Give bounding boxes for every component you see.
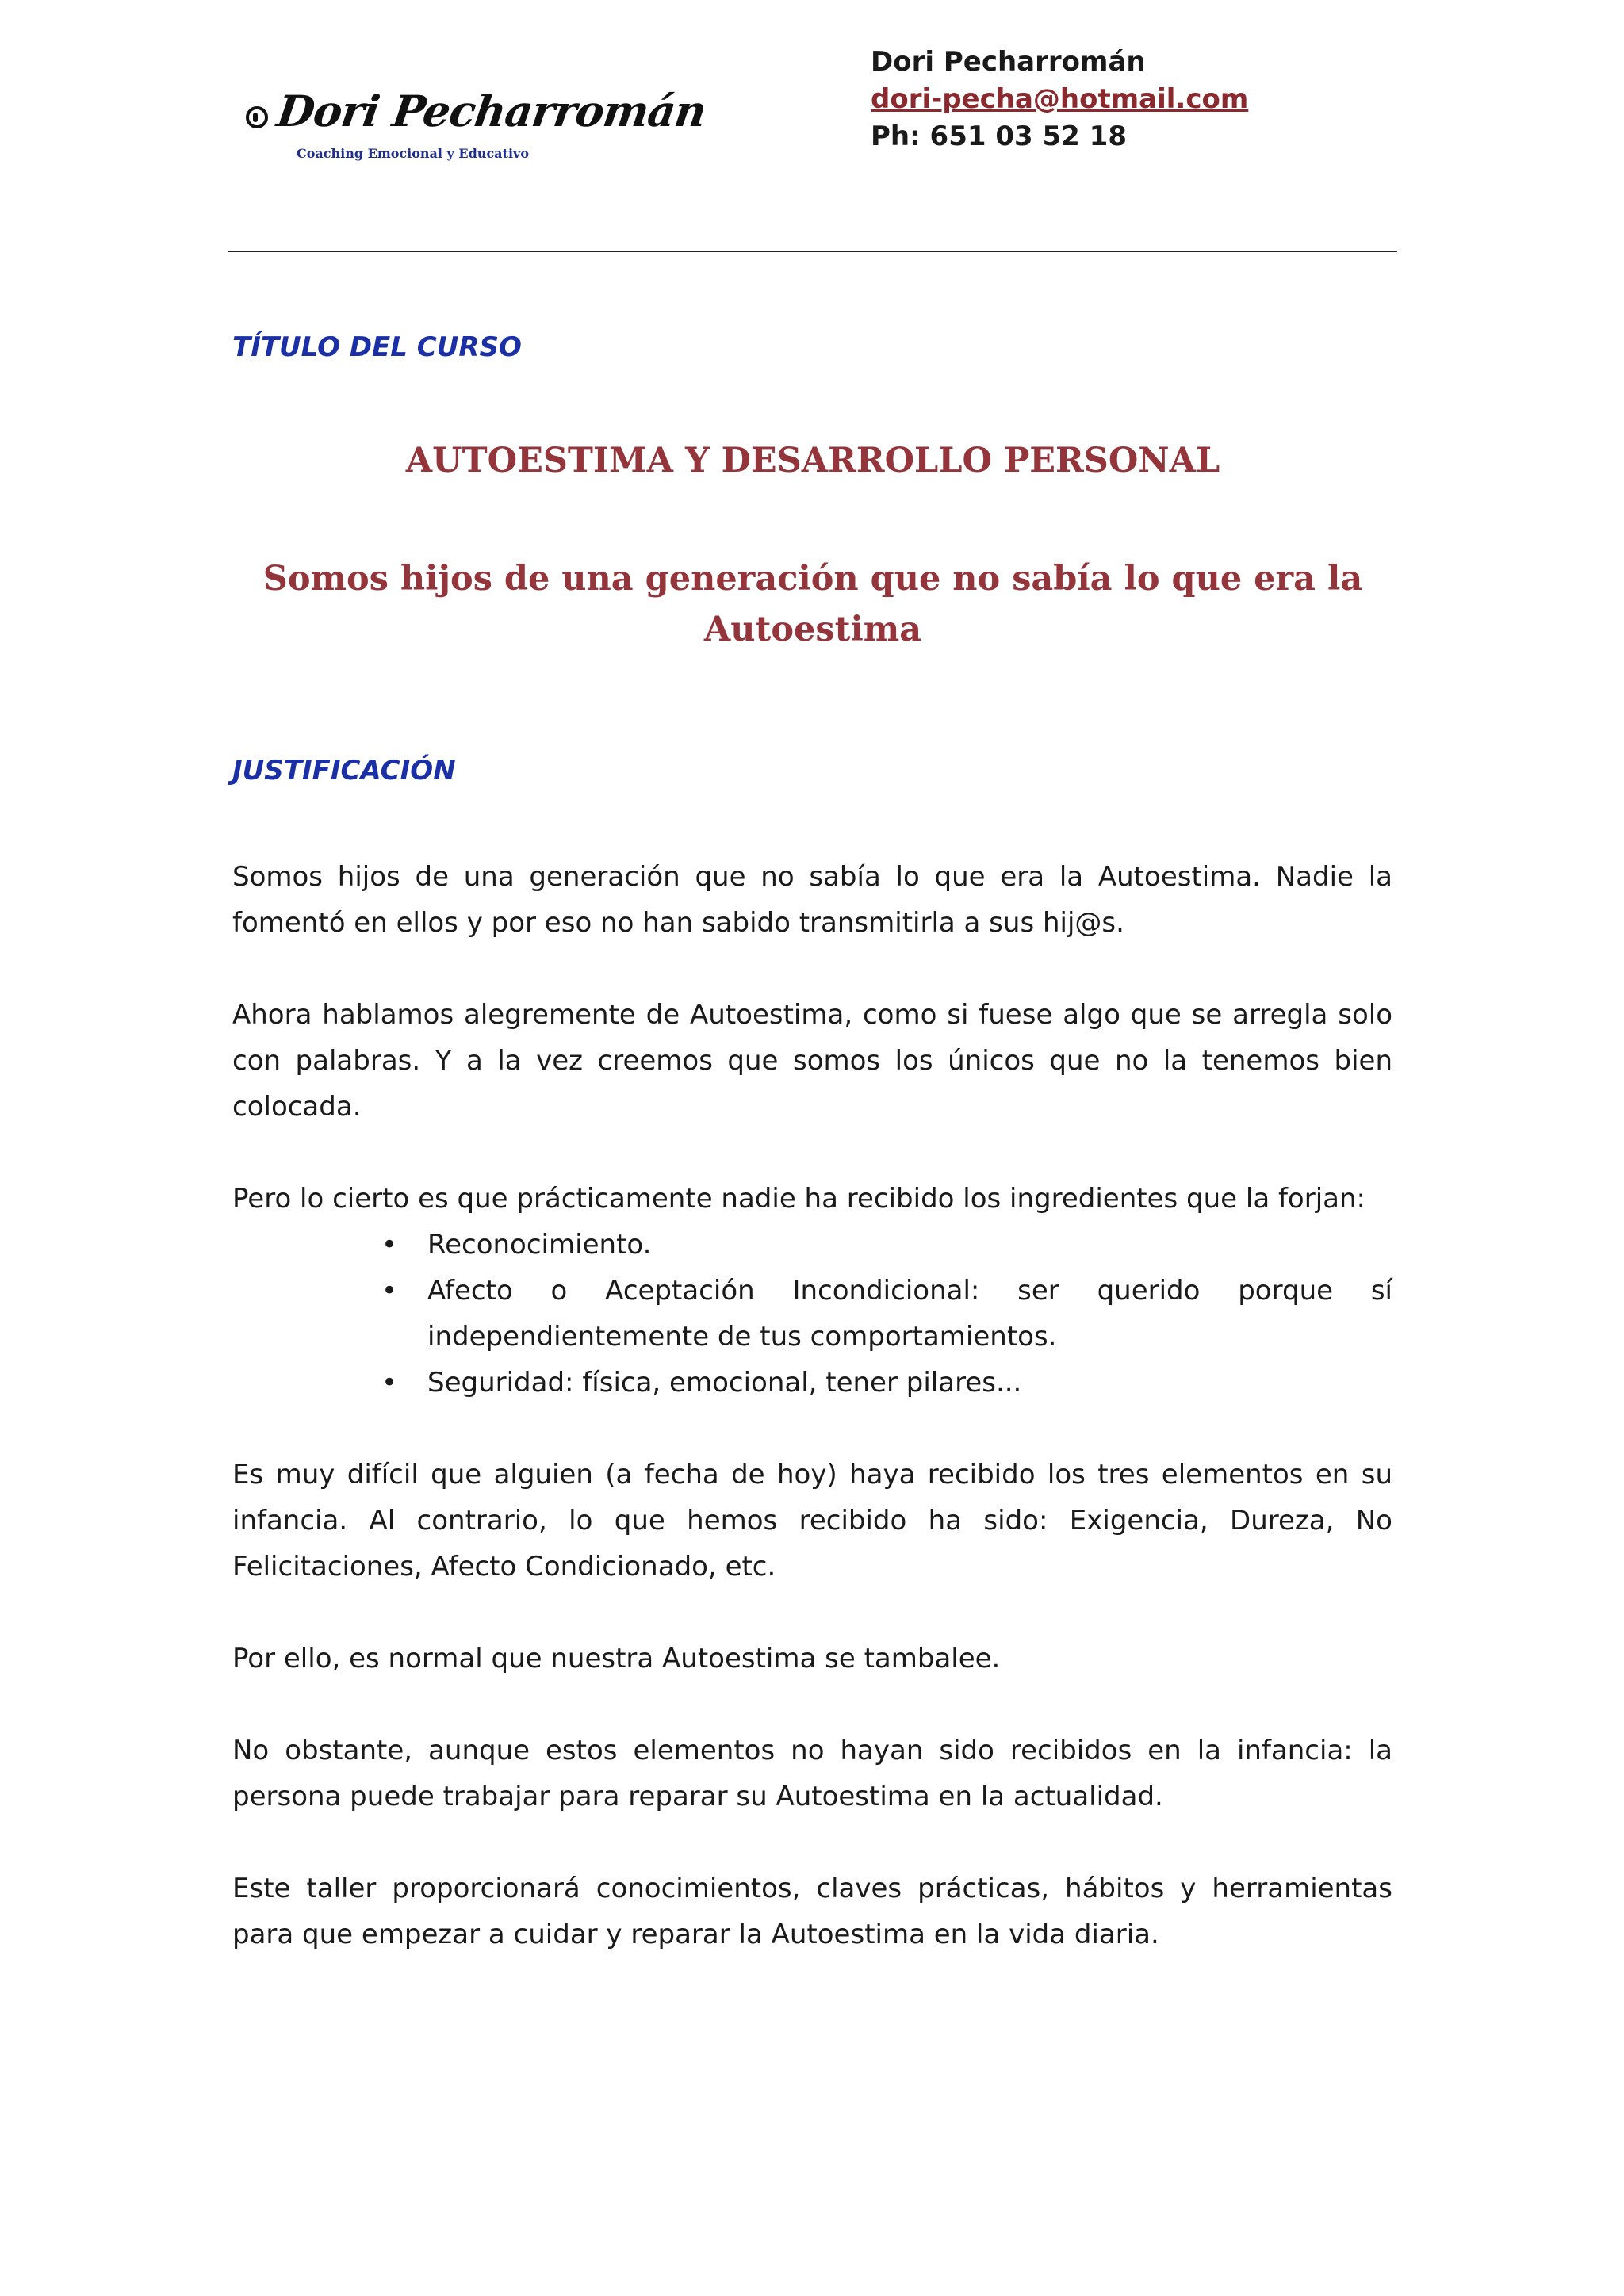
course-subtitle [228, 553, 1397, 655]
list-item [381, 1222, 1392, 1268]
list-item [381, 1268, 1392, 1360]
justification-label: JUSTIFICACIÓN [232, 755, 456, 786]
bullet-icon: • [381, 1275, 398, 1307]
logo-tagline: Coaching Emocional y Educativo [297, 146, 529, 161]
ingredients-list [232, 1222, 1392, 1406]
logo [246, 86, 710, 168]
course-label: TÍTULO DEL CURSO [232, 331, 522, 363]
course-subtitle-line-1: Somos hijos de una generación que no sabía lo que era la [262, 559, 1363, 599]
contact-phone: Ph: 651 03 52 18 [871, 121, 1127, 152]
paragraph-7: Este taller proporcionará conocimientos, claves prácticas, hábitos y herramientas para que empezar a cuidar y reparar la Autoestima en la vida diaria. [232, 1873, 1392, 1950]
bullet-icon: • [381, 1229, 398, 1261]
list-item [381, 1360, 1392, 1406]
list-item-text: Afecto o Aceptación Incondicional: ser querido porque sí independientemente de tus comportamientos. [427, 1275, 1392, 1353]
contact-email-link[interactable]: dori-pecha@hotmail.com [871, 83, 1249, 115]
bullet-icon: • [381, 1367, 398, 1399]
header-divider [228, 251, 1397, 252]
paragraph-2: Ahora hablamos alegremente de Autoestima, como si fuese algo que se arregla solo con palabras. Y a la vez creemos que somos los únicos que no la tenemos bien colocada. [232, 999, 1392, 1123]
paragraph-5: Por ello, es normal que nuestra Autoestima se tambalee. [232, 1643, 1001, 1674]
course-subtitle-line-2: Autoestima [703, 610, 922, 649]
course-title: AUTOESTIMA Y DESARROLLO PERSONAL [405, 441, 1220, 480]
paragraph-3: Pero lo cierto es que prácticamente nadie ha recibido los ingredientes que la forjan: [232, 1183, 1365, 1215]
contact-name: Dori Pecharromán [871, 46, 1146, 78]
paragraph-6: No obstante, aunque estos elementos no hayan sido recibidos en la infancia: la persona puede trabajar para reparar su Autoestima en la actualidad. [232, 1735, 1392, 1812]
list-item-text: Seguridad: física, emocional, tener pilares... [427, 1367, 1022, 1399]
paragraph-1: Somos hijos de una generación que no sabía lo que era la Autoestima. Nadie la fomentó en ellos y por eso no han sabido transmitirla a sus hij@s. [232, 861, 1392, 939]
logo-name: Dori Pecharromán [274, 86, 710, 136]
list-item-text: Reconocimiento. [427, 1229, 652, 1261]
paragraph-4: Es muy difícil que alguien (a fecha de hoy) haya recibido los tres elementos en su infancia. Al contrario, lo que hemos recibido ha sido: Exigencia, Dureza, No Felicitaciones, Afecto Condicionado, etc. [232, 1459, 1392, 1582]
contact-block [871, 44, 1248, 155]
body-text [232, 854, 1392, 2003]
logo-mark-icon [246, 106, 268, 128]
